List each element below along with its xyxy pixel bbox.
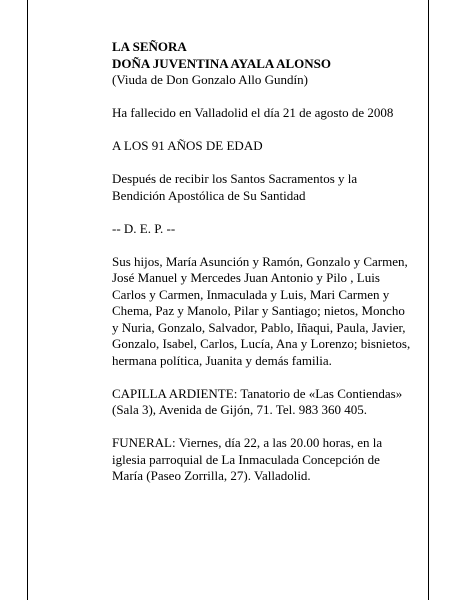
rip-notice: -- D. E. P. --	[112, 220, 176, 236]
title-line: LA SEÑORA	[112, 39, 187, 54]
funeral-notice: FUNERAL: Viernes, día 22, a las 20.00 horas, en la iglesia parroquial de La Inmaculada Concepción de María (Paseo Zorrilla, 27). Valladolid.	[112, 435, 383, 483]
obituary-content	[112, 39, 412, 485]
chapel-notice: CAPILLA ARDIENTE: Tanatorio de «Las Contiendas» (Sala 3), Avenida de Gijón, 71. Tel. 983 360 405.	[112, 385, 403, 417]
age-notice: A LOS 91 AÑOS DE EDAD	[112, 138, 263, 153]
widow-note: (Viuda de Don Gonzalo Allo Gundín)	[112, 72, 308, 87]
sacraments-notice: Después de recibir los Santos Sacramentos y la Bendición Apostólica de Su Santidad	[112, 171, 358, 203]
family-list: Sus hijos, María Asunción y Ramón, Gonzalo y Carmen, José Manuel y Mercedes Juan Antonio y Pilo , Luis Carlos y Carmen, Inmaculada y Luis, Mari Carmen y Chema, Paz y Manolo, Pilar y Santiago; nietos, Moncho y Nuria, Gonzalo, Salvador, Pablo, Iñaqui, Paula, Javier, Gonzalo, Isabel, Carlos, Lucía, Ana y Lorenzo; bisnietos, hermana política, Juanita y demás familia.	[112, 253, 411, 368]
deceased-name: DOÑA JUVENTINA AYALA ALONSO	[112, 55, 332, 71]
death-notice: Ha fallecido en Valladolid el día 21 de agosto de 2008	[112, 105, 394, 120]
